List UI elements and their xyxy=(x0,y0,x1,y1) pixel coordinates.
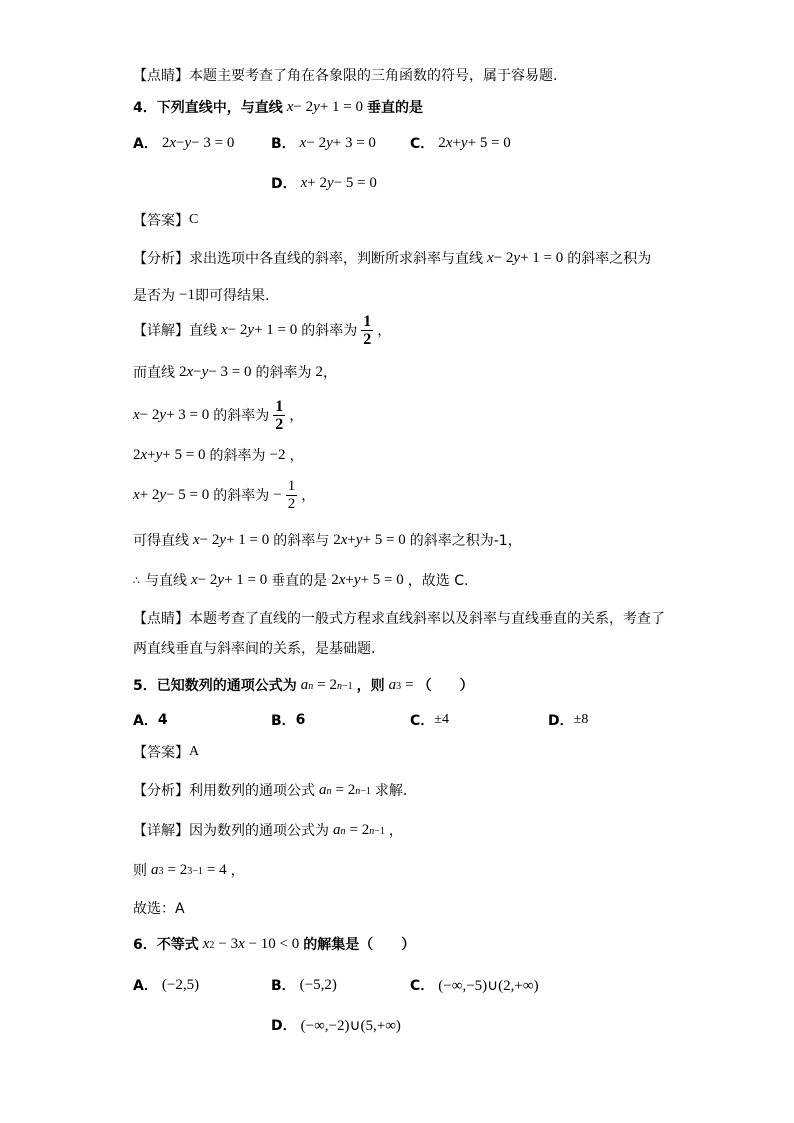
stem-text-end: 的解集是（ ） xyxy=(303,937,416,953)
detail-text: 的斜率与 xyxy=(273,533,330,549)
option-interval: (−5,2) xyxy=(299,976,337,993)
q4-detail-line-7 xyxy=(133,565,468,595)
detail-equation: 2 x + y + 5 = 0 xyxy=(331,571,404,588)
question-number: 6． xyxy=(133,937,157,953)
formula-rhs: = 2 xyxy=(349,821,370,838)
q4-options-row-2 xyxy=(133,168,693,198)
detail-equation: 2 x − y − 3 = 0 xyxy=(179,363,252,380)
q5-options-row xyxy=(133,705,693,735)
option-interval: (−∞,−5)∪(2,+∞) xyxy=(438,977,539,994)
q5-option-d xyxy=(548,705,588,735)
q5-detail-line-2 xyxy=(133,855,245,885)
detail-equation: 2 x + y + 5 = 0 xyxy=(333,531,406,548)
answer-value: C xyxy=(189,212,199,227)
formula-rhs: = 2 xyxy=(335,781,356,798)
formula-rhs: = 2 xyxy=(317,676,337,693)
ask-base: a xyxy=(388,676,397,693)
detail-choose: 故选：A xyxy=(133,901,185,917)
detail-calc-formula: a 3 = 2 3−1 = 4 xyxy=(151,861,227,878)
option-label: B． xyxy=(271,713,296,729)
answer-tag: 【答案】 xyxy=(133,745,189,761)
option-equation: 2 x + y + 5 = 0 xyxy=(438,134,511,151)
detail-text: 的斜率为 xyxy=(213,408,270,424)
detail-punct: ， xyxy=(230,863,245,879)
q5-option-c xyxy=(410,705,449,735)
stem-inequality: x 2 − 3x − 10 < 0 xyxy=(202,935,300,952)
answer-value: A xyxy=(189,744,200,759)
detail-punct: ， xyxy=(388,823,403,839)
analysis-text: 求出选项中各直线的斜率，判断所求斜率与直线 xyxy=(189,251,483,267)
detail-formula: a n = 2 n−1 xyxy=(333,821,385,838)
detail-equation: x + 2 y − 5 = 0 xyxy=(133,486,210,503)
detail-text: 与直线 xyxy=(145,573,187,589)
q4-stem xyxy=(133,92,423,122)
fraction-numerator: 1 xyxy=(275,397,284,415)
q4-options-row-1 xyxy=(133,128,693,158)
q4-analysis xyxy=(133,243,651,273)
detail-text: 可得直线 xyxy=(133,533,189,549)
q4-detail-line-1 xyxy=(133,312,391,348)
q4-option-d xyxy=(271,168,381,198)
analysis-text-end: 的斜率之积为 xyxy=(567,251,652,267)
q4-option-c xyxy=(410,128,515,158)
detail-tag: 【详解】 xyxy=(133,323,189,339)
therefore-symbol: ∴ xyxy=(133,573,140,587)
detail-punct: ， xyxy=(323,365,337,381)
q6-option-b xyxy=(271,970,341,1000)
detail-equation: x − 2 y + 3 = 0 xyxy=(133,406,210,423)
detail-equation: x − 2 y + 1 = 0 xyxy=(221,321,298,338)
option-label: C． xyxy=(410,713,435,729)
analysis-cont-text: 是否为 xyxy=(133,288,175,304)
q4-analysis-cont xyxy=(133,280,269,310)
stem-text-end: 垂直的是 xyxy=(367,100,423,116)
option-label: B． xyxy=(271,136,296,152)
option-label: D． xyxy=(548,713,574,729)
fraction-numerator: 1 xyxy=(287,477,296,494)
stem-ask-formula: a 3 = xyxy=(388,676,414,693)
detail-text: 的斜率为 xyxy=(209,448,266,464)
detail-tag: 【详解】 xyxy=(133,823,189,839)
option-value: 4 xyxy=(157,712,168,728)
q4-detail-line-2 xyxy=(133,357,337,387)
note-text: 本题主要考查了角在各象限的三角函数的符号，属于容易题. xyxy=(189,68,558,84)
q4-answer xyxy=(133,205,198,235)
ask-equals: = xyxy=(405,676,414,693)
detail-text: 因为数列的通项公式为 xyxy=(189,823,329,839)
detail-text: 的斜率之积为-1， xyxy=(409,533,522,549)
question-number: 4． xyxy=(133,100,157,116)
question-number: 5． xyxy=(133,678,157,694)
q4-note-line-1 xyxy=(133,603,665,633)
analysis-tag: 【分析】 xyxy=(133,783,189,799)
q5-detail-line-3 xyxy=(133,893,185,923)
note-tag: 【点睛】 xyxy=(133,68,189,84)
detail-punct: ， xyxy=(289,408,304,424)
ineq-base: x xyxy=(202,935,210,952)
formula-base: a xyxy=(319,781,327,798)
analysis-cont-end: 即可得结果. xyxy=(194,288,270,304)
slope-value: −2 xyxy=(269,446,286,463)
fraction-denominator: 2 xyxy=(287,495,296,512)
analysis-equation: x − 2 y + 1 = 0 xyxy=(487,249,564,266)
option-label: B． xyxy=(271,978,296,994)
detail-equation: x − 2 y + 1 = 0 xyxy=(193,531,270,548)
detail-text: 而直线 xyxy=(133,365,175,381)
detail-text: 直线 xyxy=(189,323,217,339)
q5-detail-line-1 xyxy=(133,815,403,845)
note-text: 本题考查了直线的一般式方程求直线斜率以及斜率与直线垂直的关系，考查了 xyxy=(189,611,665,627)
answer-tag: 【答案】 xyxy=(133,213,189,229)
q3-note-line xyxy=(133,60,557,90)
analysis-formula: a n = 2 n−1 xyxy=(319,781,371,798)
option-interval: (−∞,−2)∪(5,+∞) xyxy=(300,1017,401,1034)
slope-value: 2 xyxy=(315,363,323,380)
q4-detail-line-5 xyxy=(133,477,315,513)
detail-punct: ， xyxy=(289,448,304,464)
analysis-tag: 【分析】 xyxy=(133,251,189,267)
detail-text: 则 xyxy=(133,863,147,879)
q6-options-row-1 xyxy=(133,970,693,1000)
q4-note-line-2 xyxy=(133,633,375,663)
q6-option-d xyxy=(271,1010,405,1040)
option-equation: x + 2 y − 5 = 0 xyxy=(300,174,377,191)
detail-text: 的斜率为 xyxy=(213,488,270,504)
stem-equation: x − 2 y + 1 = 0 xyxy=(286,98,363,115)
stem-text: ，则 xyxy=(356,678,385,694)
option-label: A． xyxy=(133,978,158,994)
stem-text: 下列直线中，与直线 xyxy=(156,100,283,116)
option-interval: (−2,5) xyxy=(161,976,200,993)
option-equation: 2 x − y − 3 = 0 xyxy=(161,134,235,151)
fraction xyxy=(361,314,373,347)
detail-text: 的斜率为 xyxy=(301,323,358,339)
stem-formula: a n = 2 n−1 xyxy=(300,676,353,693)
option-label: C． xyxy=(410,978,435,994)
q4-detail-line-3 xyxy=(133,397,303,433)
calc-result: = 4 xyxy=(206,861,227,878)
ineq-rest: − 3x − 10 < 0 xyxy=(218,935,300,952)
q5-option-b xyxy=(271,705,305,735)
option-value: ±4 xyxy=(434,712,449,727)
q5-answer xyxy=(133,737,199,767)
q6-option-c xyxy=(410,970,543,1000)
formula-base: a xyxy=(333,821,341,838)
note-text: 两直线垂直与斜率间的关系，是基础题. xyxy=(133,641,376,657)
detail-equation: x − 2 y + 1 = 0 xyxy=(191,571,268,588)
q6-options-row-2 xyxy=(133,1010,693,1040)
option-value: ±8 xyxy=(573,712,589,727)
detail-text: ，故选 C. xyxy=(407,573,469,589)
calc-base: a xyxy=(151,861,159,878)
fraction-numerator: 1 xyxy=(363,312,372,330)
stem-text: 不等式 xyxy=(156,937,199,953)
q6-stem xyxy=(133,929,415,959)
minus-sign: − xyxy=(273,486,282,503)
option-label: A． xyxy=(133,713,158,729)
fraction-denominator: 2 xyxy=(363,330,372,348)
detail-punct: ， xyxy=(377,323,392,339)
option-label: C． xyxy=(410,136,435,152)
analysis-text: 利用数列的通项公式 xyxy=(189,783,315,799)
q4-option-a xyxy=(133,128,238,158)
detail-punct: ， xyxy=(301,488,316,504)
stem-text: 已知数列的通项公式为 xyxy=(156,678,297,694)
detail-equation: 2 x + y + 5 = 0 xyxy=(133,446,206,463)
q5-option-a xyxy=(133,705,168,735)
calc-rhs: = 2 xyxy=(167,861,188,878)
q6-option-a xyxy=(133,970,203,1000)
option-equation: x − 2 y + 3 = 0 xyxy=(299,134,376,151)
option-label: A． xyxy=(133,136,158,152)
analysis-text-end: 求解. xyxy=(374,783,408,799)
q4-option-b xyxy=(271,128,380,158)
detail-text: 垂直的是 xyxy=(271,573,328,589)
analysis-value: −1 xyxy=(179,286,195,303)
fraction-denominator: 2 xyxy=(275,415,284,433)
note-tag: 【点睛】 xyxy=(133,611,189,627)
q5-analysis xyxy=(133,775,407,805)
fraction xyxy=(273,399,285,432)
fraction xyxy=(286,479,298,512)
option-value: 6 xyxy=(295,712,306,728)
q4-detail-line-6 xyxy=(133,525,522,555)
q4-detail-line-4 xyxy=(133,440,303,470)
q5-stem xyxy=(133,670,474,700)
formula-base: a xyxy=(300,676,309,693)
option-label: D． xyxy=(271,176,297,192)
detail-text: 的斜率为 xyxy=(255,365,312,381)
option-label: D． xyxy=(271,1018,297,1034)
answer-paren: （ ） xyxy=(417,678,474,694)
